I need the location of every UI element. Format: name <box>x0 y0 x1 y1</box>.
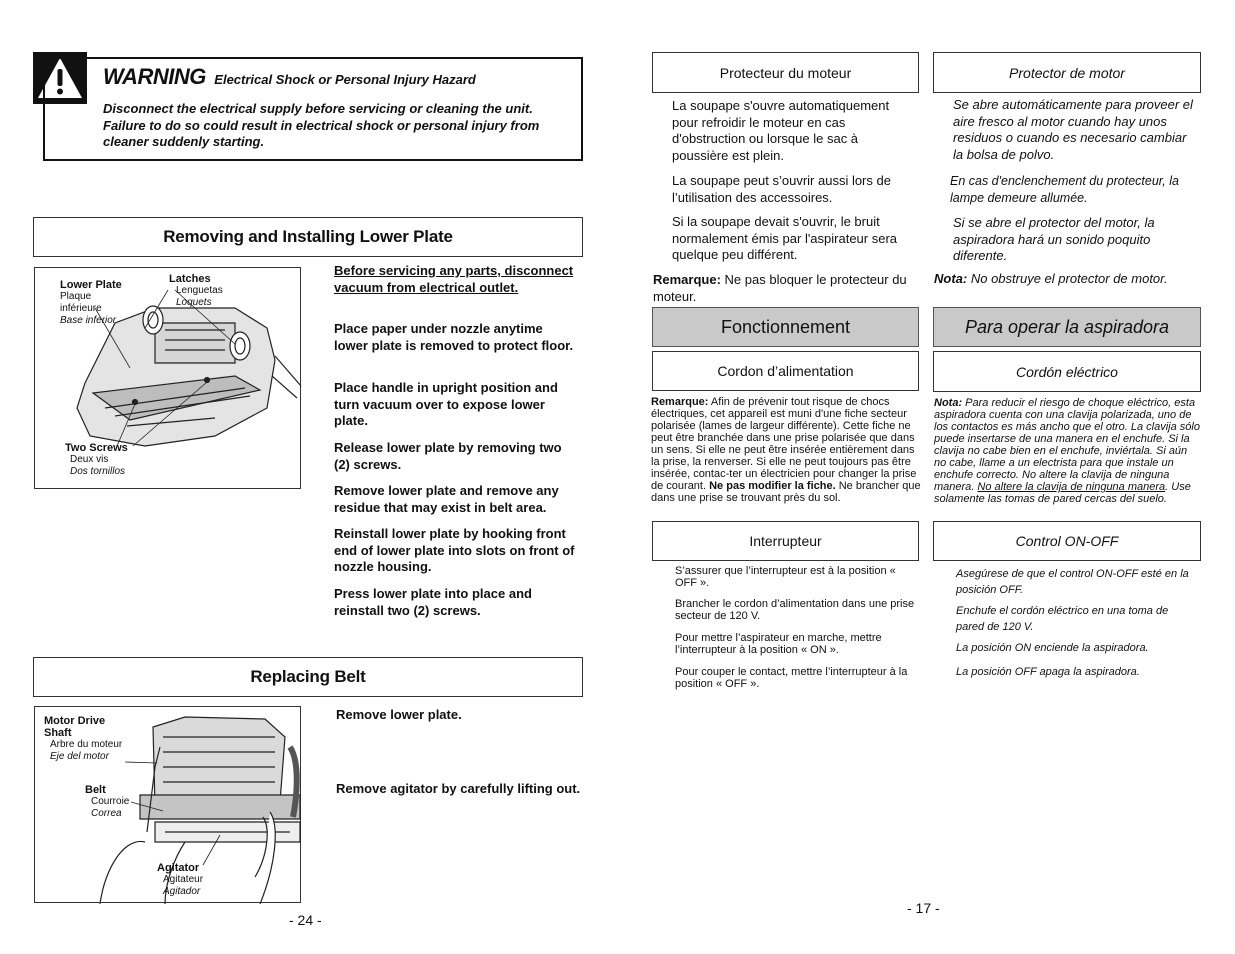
es-switch-step-2: Enchufe el cordón eléctrico en una toma de pared de 120 V. <box>956 605 1169 633</box>
label-two-screws <box>65 442 128 478</box>
label-belt <box>85 784 129 820</box>
label-belt-es: Correa <box>91 808 122 819</box>
label-lower-plate-fr-1: Plaque <box>60 291 92 302</box>
lower-plate-step-5: Remove lower plate and remove any residue that may exist in belt area. <box>334 483 559 515</box>
fr-cord-note-bold: Ne pas modifier la fiche. <box>709 480 836 492</box>
es-motor-protector-note <box>934 271 1199 288</box>
fr-switch-step-4: Pour couper le contact, mettre l’interrupteur à la position « OFF ». <box>675 666 908 690</box>
warning-subtitle: Electrical Shock or Personal Injury Hazard <box>214 72 476 87</box>
es-note-text: No obstruye el protector de motor. <box>970 271 1168 286</box>
warning-header <box>103 64 476 90</box>
label-latches <box>169 273 223 309</box>
es-switch-step-3: La posición ON enciende la aspiradora. <box>956 642 1149 654</box>
label-shaft-fr: Arbre du moteur <box>50 739 123 750</box>
es-switch-header: Control ON-OFF <box>933 521 1201 561</box>
lower-plate-step-4: Release lower plate by removing two (2) screws. <box>334 440 562 472</box>
es-cord-header: Cordón eléctrico <box>933 351 1201 392</box>
fr-cord-note <box>651 396 921 504</box>
warning-title: WARNING <box>103 64 206 89</box>
fr-note-label: Remarque: <box>653 272 721 287</box>
lower-plate-step-6: Reinstall lower plate by hooking front end of lower plate into slots on front of nozzle housing. <box>334 526 575 574</box>
lower-plate-figure <box>34 267 301 489</box>
es-switch-step-4: La posición OFF apaga la aspiradora. <box>956 666 1140 678</box>
fr-switch-step-2: Brancher le cordon d’alimentation dans une prise secteur de 120 V. <box>675 598 915 622</box>
es-motor-protector-p3: Si se abre el protector del motor, la aspiradora hará un sonido poquito diferente. <box>953 215 1155 263</box>
belt-step-1: Remove lower plate. <box>336 707 462 722</box>
label-screws-es: Dos tornillos <box>70 466 126 477</box>
fr-note-text: Ne pas bloquer le protecteur du moteur. <box>653 272 907 304</box>
es-motor-protector-p1: Se abre automáticamente para proveer el aire fresco al motor cuando hay unos residuos o cuando es necesario cambiar la bolsa de polvo. <box>953 97 1193 162</box>
fr-operation-header: Fonctionnement <box>652 307 919 347</box>
fr-motor-protector-p3: Si la soupape devait s'ouvrir, le bruit normalement émis par l'aspirateur sera quelque peu différent. <box>672 214 898 262</box>
fr-switch-step-1: S’assurer que l’interrupteur est à la position « OFF ». <box>675 565 896 589</box>
es-cord-note-a: Para reducir el riesgo de choque eléctrico, esta aspiradora cuenta con una clavija polarizada, uno de los contactos es más ancho que el otro. La clavija sólo puede insertarse de una manera en el enchufe. Si la clavija no cabe bien en el enchufe, inviértala. Si aún no cabe, llame a un electrista para que instale un enchufe correcto. No altere la clavija de ninguna manera. <box>934 397 1200 493</box>
label-latches-es: Loquets <box>176 297 212 308</box>
lower-plate-section-title: Removing and Installing Lower Plate <box>33 217 583 257</box>
label-agitator-fr: Agitateur <box>163 874 204 885</box>
es-operation-header: Para operar la aspiradora <box>933 307 1201 347</box>
lower-plate-step-2: Place paper under nozzle anytime lower plate is removed to protect floor. <box>334 321 574 353</box>
label-belt-en: Belt <box>85 784 106 796</box>
label-motor-drive-shaft <box>44 715 122 763</box>
es-switch-step-1: Asegúrese de que el control ON-OFF esté en la posición OFF. <box>956 568 1189 596</box>
label-lower-plate <box>60 279 122 327</box>
fr-motor-protector-p1: La soupape s'ouvre automatiquement pour refroidir le moteur en cas d'obstruction ou lorsque le sac à poussière est plein. <box>672 98 890 163</box>
fr-motor-protector-note <box>653 272 915 305</box>
es-cord-note-b: . Use solamente las tomas de pared cercas del suelo. <box>934 481 1191 505</box>
lower-plate-step-3: Place handle in upright position and turn vacuum over to expose lower plate. <box>334 380 558 428</box>
fr-motor-protector-header: Protecteur du moteur <box>652 52 919 93</box>
label-agitator <box>157 862 203 898</box>
label-shaft-en-2: Shaft <box>44 727 72 739</box>
fr-switch-header: Interrupteur <box>652 521 919 561</box>
fr-cord-note-b: Ne brancher que dans une prise se trouvant près du sol. <box>651 480 921 504</box>
es-cord-note-label: Nota: <box>934 397 963 409</box>
es-note-label: Nota: <box>934 271 968 286</box>
fr-motor-protector-p2: La soupape peut s’ouvrir aussi lors de l’utilisation des accessoires. <box>672 173 891 205</box>
replacing-belt-section-title: Replacing Belt <box>33 657 583 697</box>
label-lower-plate-fr-2: inférieure <box>60 303 102 314</box>
label-agitator-es: Agitador <box>163 886 201 897</box>
page-number-left: - 24 - <box>289 912 322 928</box>
label-shaft-es: Eje del motor <box>50 751 109 762</box>
label-shaft-en-1: Motor Drive <box>44 715 106 727</box>
es-cord-note-underlined: No altere la clavija de ninguna manera <box>977 481 1166 493</box>
label-lower-plate-en: Lower Plate <box>60 279 122 291</box>
es-motor-protector-header: Protector de motor <box>933 52 1201 93</box>
lower-plate-step-1: Before servicing any parts, disconnect vacuum from electrical outlet. <box>334 263 574 295</box>
lower-plate-step-7: Press lower plate into place and reinstall two (2) screws. <box>334 586 532 618</box>
label-lower-plate-es: Base inferior <box>60 315 117 326</box>
label-screws-en: Two Screws <box>65 442 128 454</box>
label-latches-en: Latches <box>169 273 211 285</box>
fr-cord-note-a: Afin de prévenir tout risque de chocs électriques, cet appareil est muni d'une fiche secteur polarisée (lames de largeur différente). Cette fiche ne peut être branchée dans une prise polarisée que dans un sens. Si elle ne peut être insérée entièrement dans la prise, la renverser. Si elle ne peut toujours pas être insérée, contac-ter un électricien pour changer la prise de courant. <box>651 396 917 492</box>
es-motor-protector-p2: En cas d'enclenchement du protecteur, la lampe demeure allumée. <box>950 174 1179 205</box>
belt-step-2: Remove agitator by carefully lifting out. <box>336 781 581 796</box>
belt-figure <box>34 706 301 903</box>
label-latches-fr: Lenguetas <box>176 285 223 296</box>
fr-cord-note-label: Remarque: <box>651 396 709 408</box>
es-cord-note <box>934 397 1202 505</box>
label-agitator-en: Agitator <box>157 862 200 874</box>
label-screws-fr: Deux vis <box>70 454 109 465</box>
fr-cord-header: Cordon d’alimentation <box>652 351 919 391</box>
fr-switch-step-3: Pour mettre l’aspirateur en marche, mettre l’interrupteur à la position « ON ». <box>675 632 882 656</box>
warning-body: Disconnect the electrical supply before servicing or cleaning the unit. Failure to do so could result in electrical shock or personal injury from cleaner suddenly starting. <box>103 101 540 149</box>
page-number-right: - 17 - <box>907 900 940 916</box>
label-belt-fr: Courroie <box>91 796 130 807</box>
